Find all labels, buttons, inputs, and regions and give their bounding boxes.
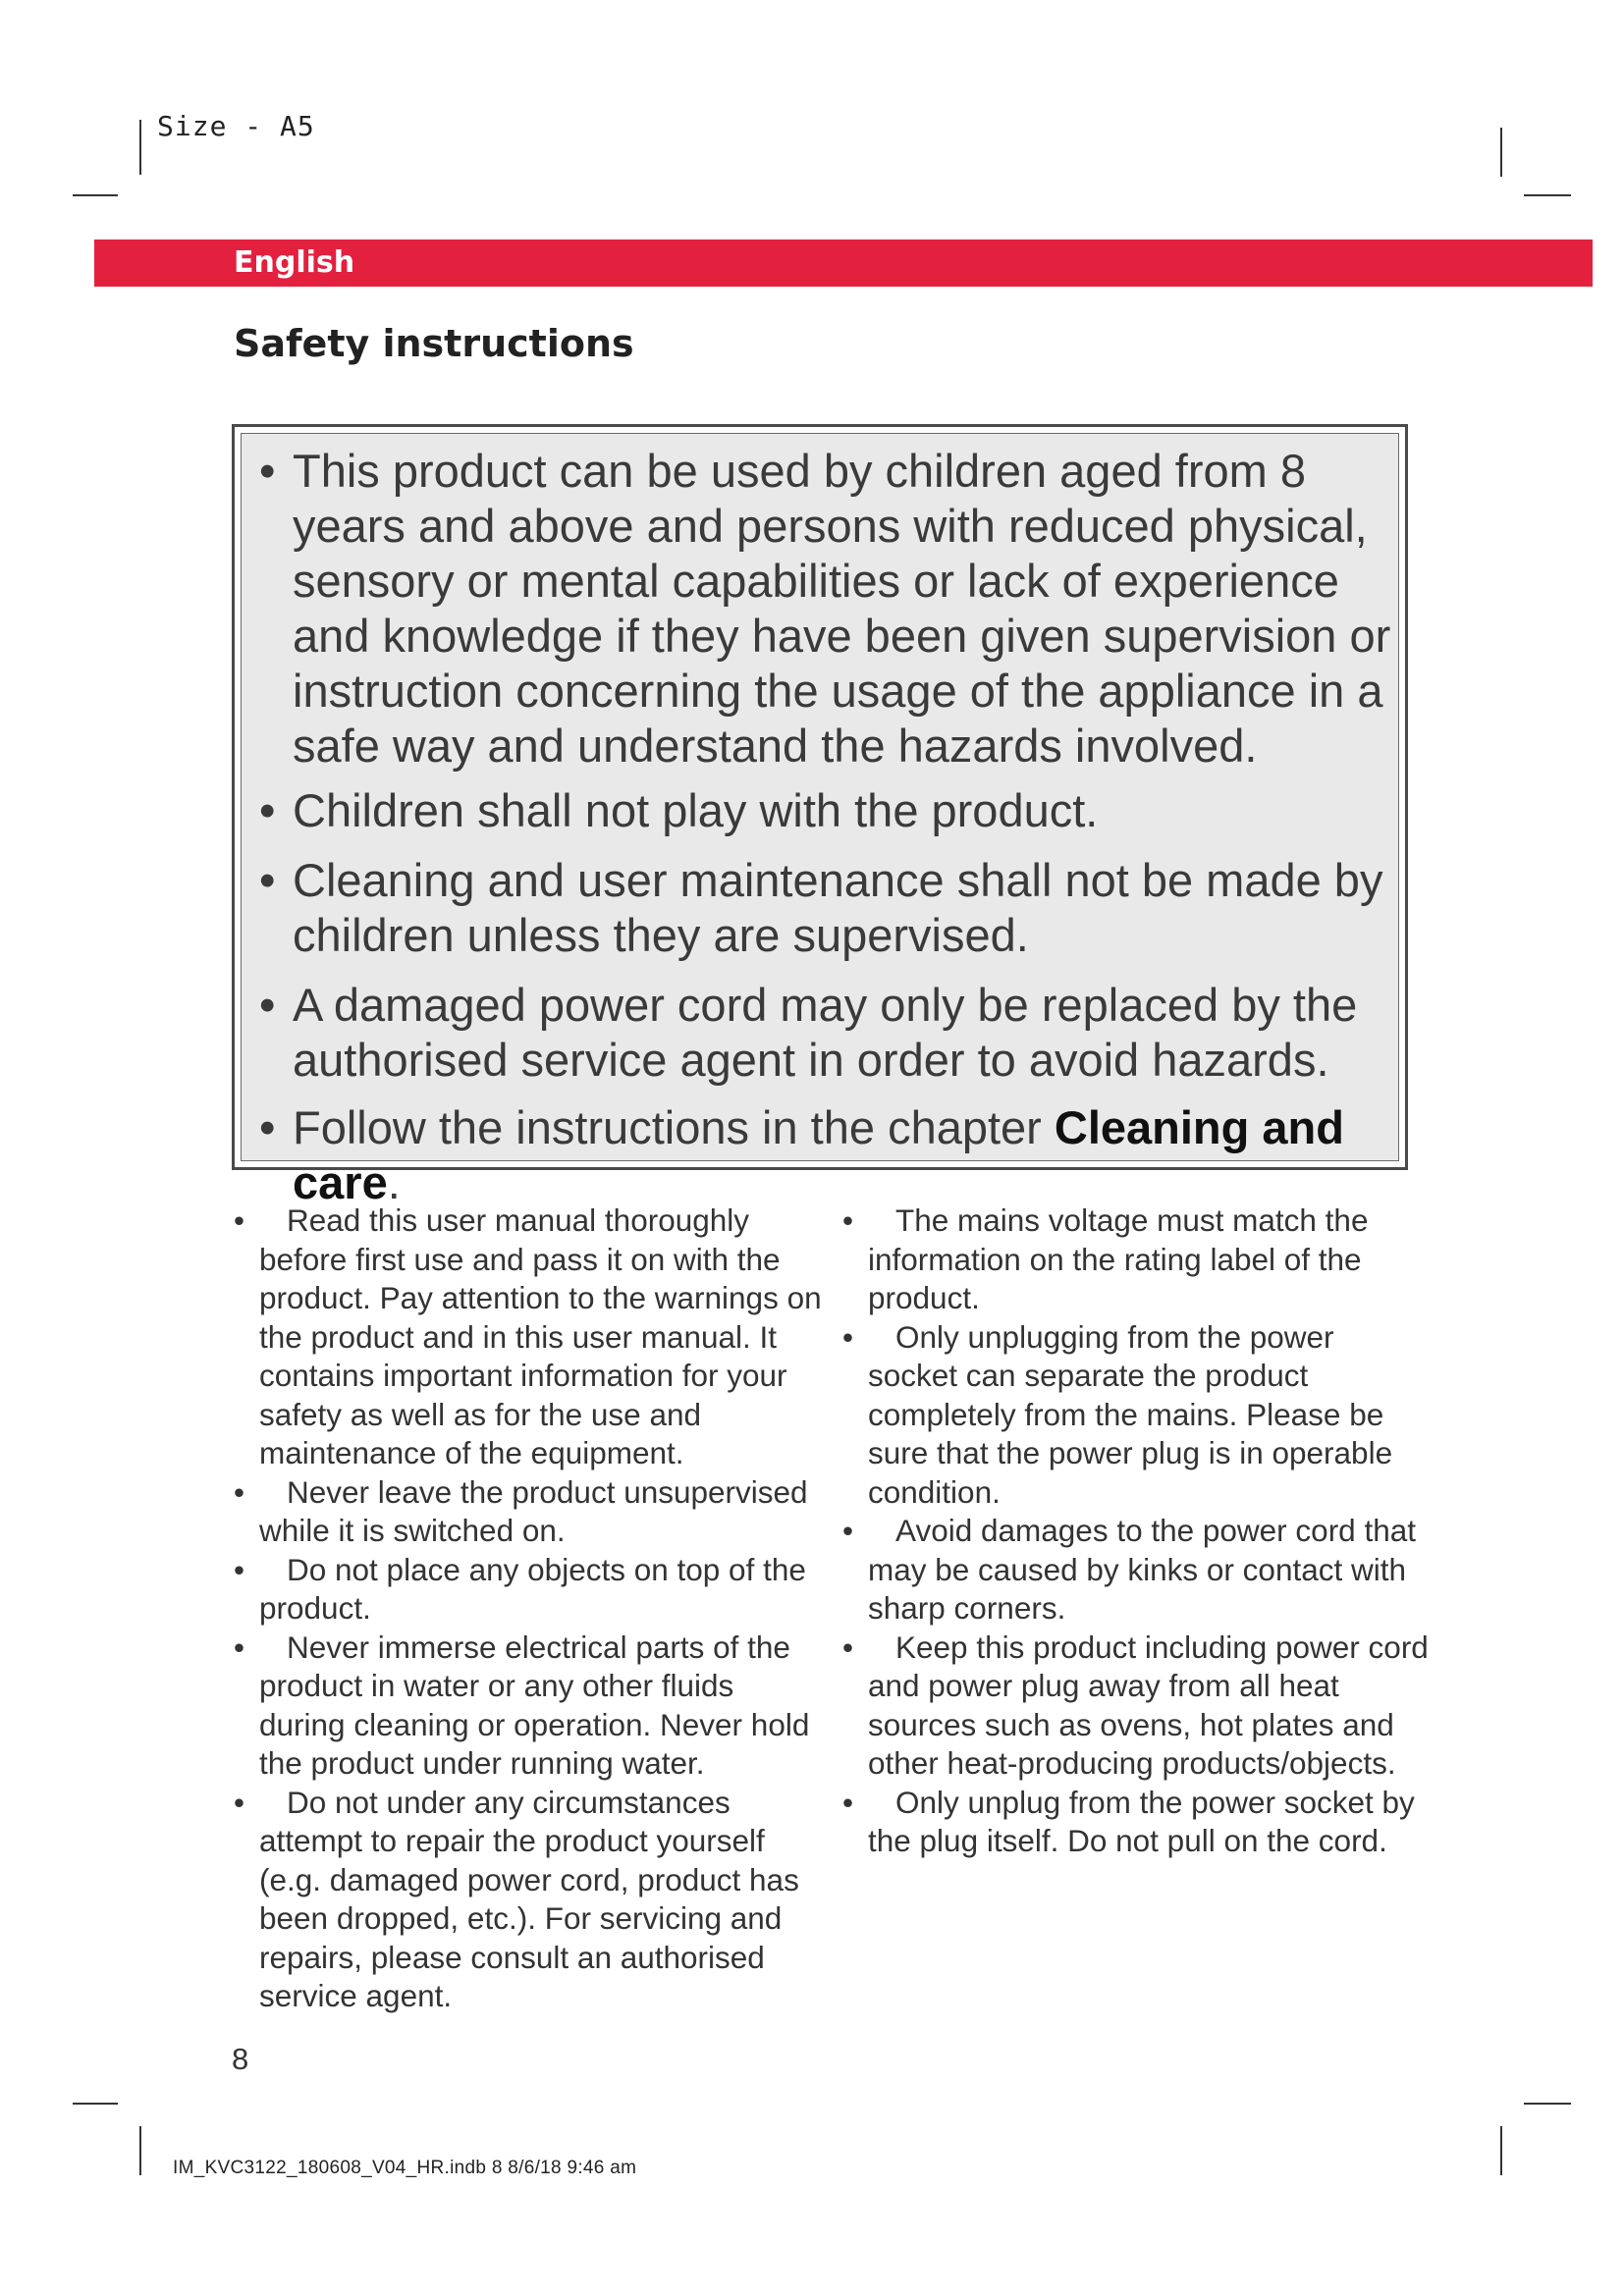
list-item <box>234 1784 823 2016</box>
crop-mark-top-right-vertical <box>1500 128 1502 177</box>
print-file-slug: IM_KVC3122_180608_V04_HR.indb 8 8/6/18 9:46 am <box>173 2158 637 2178</box>
list-item <box>842 1201 1432 1318</box>
language-label: English <box>234 245 355 280</box>
bullet: • <box>842 1318 854 1355</box>
crop-mark-bottom-left-horizontal <box>73 2103 118 2105</box>
warning-item-text: Cleaning and user maintenance shall not be made by children unless they are supervised. <box>293 854 1383 961</box>
left-column-list <box>234 1201 823 2016</box>
warning-item <box>259 783 1392 838</box>
bullet: • <box>234 1473 245 1510</box>
warning-item-text: A damaged power cord may only be replaced by the authorised service agent in order to avoid hazards. <box>293 979 1358 1086</box>
crop-mark-top-left-horizontal <box>73 194 118 196</box>
crop-mark-bottom-right-horizontal <box>1524 2103 1571 2105</box>
warning-item-text <box>293 1100 1392 1210</box>
crop-mark-top-right-horizontal <box>1524 194 1571 196</box>
list-item-text: Never leave the product unsupervised while it is switched on. <box>259 1473 808 1548</box>
list-item <box>234 1201 823 1473</box>
warning-item-text: Children shall not play with the product. <box>293 784 1099 836</box>
warning-item <box>259 1100 1392 1210</box>
list-item-text: Only unplugging from the power socket can separate the product completely from the mains. Please be sure that the power plug is in operable condition. <box>868 1318 1393 1510</box>
right-column-list <box>842 1201 1432 1861</box>
crop-mark-top-left-vertical <box>139 120 141 175</box>
list-item-text: Never immerse electrical parts of the product in water or any other fluids during cleaning or operation. Never hold the product under running water. <box>259 1629 810 1781</box>
list-item-text: Avoid damages to the power cord that may be caused by kinks or contact with sharp corners. <box>868 1513 1416 1626</box>
list-item <box>234 1551 823 1629</box>
warning-item-text: This product can be used by children aged from 8 years and above and persons with reduced physical, sensory or mental capabilities or lack of experience and knowledge if they have been given supervision or instruction concerning the usage of the appliance in a safe way and understand the hazards involved. <box>293 445 1391 772</box>
crop-mark-bottom-left-vertical <box>139 2126 141 2175</box>
crop-mark-bottom-right-vertical <box>1500 2126 1502 2175</box>
bullet: • <box>259 784 276 836</box>
warning-item <box>259 853 1392 963</box>
bullet: • <box>259 979 276 1031</box>
list-item-text: Only unplug from the power socket by the plug itself. Do not pull on the cord. <box>868 1784 1415 1858</box>
list-item <box>842 1784 1432 1861</box>
list-item <box>842 1318 1432 1513</box>
bullet: • <box>234 1629 245 1665</box>
warning-item <box>259 978 1392 1088</box>
list-item-text: The mains voltage must match the information on the rating label of the product. <box>868 1202 1369 1315</box>
list-item-text: Keep this product including power cord and power plug away from all heat sources such as ovens, hot plates and other heat-producing products/objects. <box>868 1629 1429 1781</box>
list-item-text: Do not under any circumstances attempt to repair the product yourself (e.g. damaged power cord, product has been dropped, etc.). For servicing and repairs, please consult an authorised service agent. <box>259 1784 799 2013</box>
bullet: • <box>842 1202 854 1238</box>
bullet: • <box>234 1551 245 1587</box>
list-item <box>234 1473 823 1551</box>
chapter-reference: Cleaning and care <box>293 1101 1344 1208</box>
bullet: • <box>842 1513 854 1548</box>
bullet: • <box>259 1101 276 1153</box>
bullet: • <box>259 445 276 497</box>
bullet: • <box>259 854 276 906</box>
list-item-text: Read this user manual thoroughly before first use and pass it on with the product. Pay attention to the warnings on the product and in this user manual. It contains important information for your safety as well as for the use and maintenance of the equipment. <box>259 1202 822 1470</box>
page-title: Safety instructions <box>234 322 634 365</box>
bullet: • <box>842 1784 854 1820</box>
warning-box <box>232 424 1408 1208</box>
list-item <box>842 1629 1432 1784</box>
print-size-slug: Size - A5 <box>157 110 315 142</box>
warning-item <box>259 444 1392 774</box>
warning-last-suffix: . <box>387 1156 401 1208</box>
language-header-bar <box>94 240 1593 287</box>
bullet: • <box>234 1784 245 1820</box>
list-item-text: Do not place any objects on top of the product. <box>259 1551 806 1626</box>
bullet: • <box>234 1202 245 1238</box>
list-item <box>842 1512 1432 1629</box>
list-item <box>234 1629 823 1784</box>
warning-box-inner <box>241 433 1399 1208</box>
bullet: • <box>842 1629 854 1665</box>
page-number: 8 <box>232 2042 249 2076</box>
warning-last-prefix: Follow the instructions in the chapter <box>293 1101 1055 1153</box>
